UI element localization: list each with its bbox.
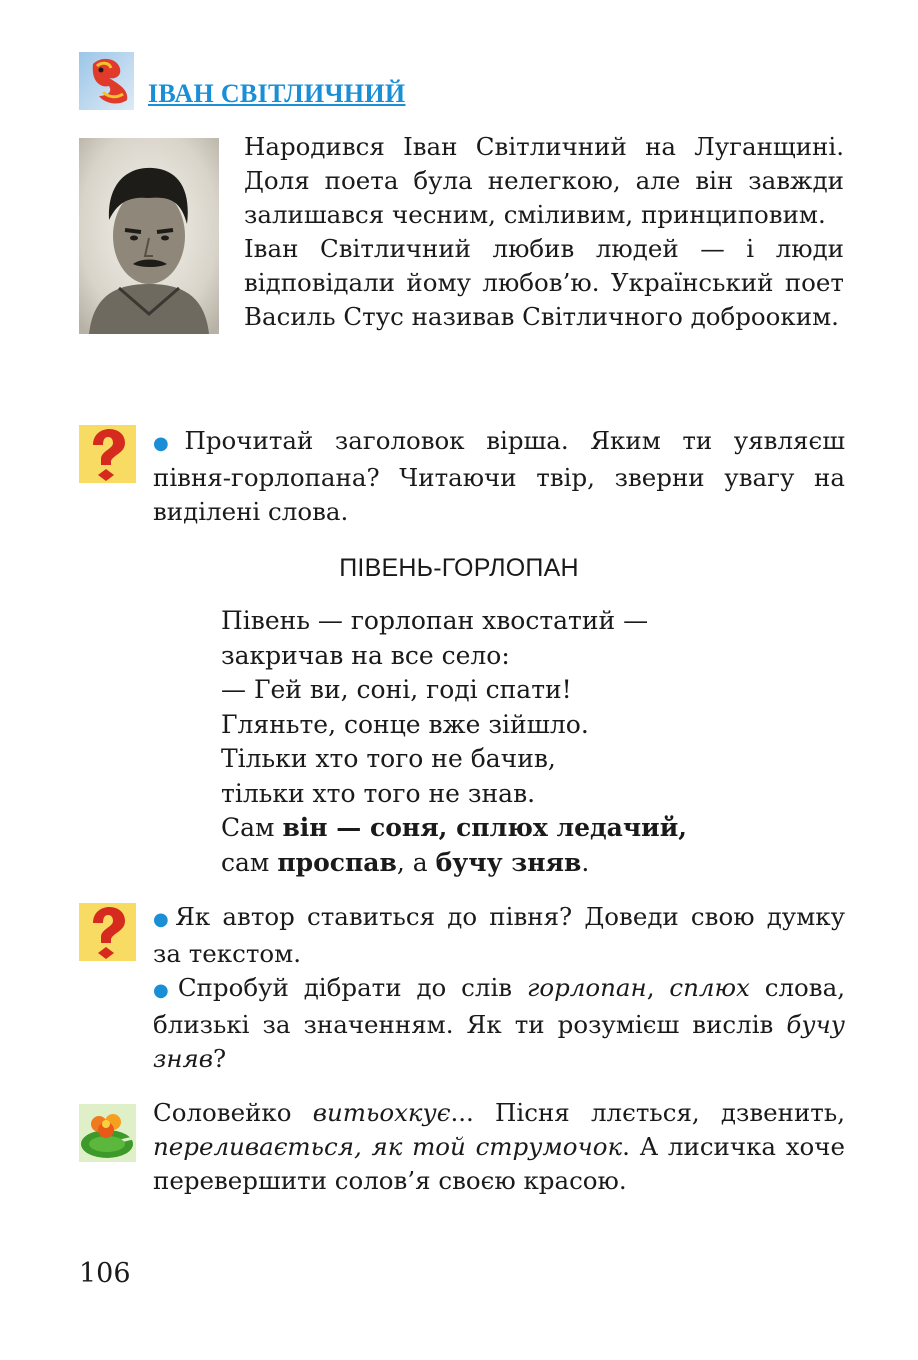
bullet: ●: [153, 980, 176, 1001]
author-title[interactable]: ІВАН СВІТЛИЧНИЙ: [148, 79, 406, 108]
question-text: Як автор ставиться до півня? Доведи свою думку за текстом.: [153, 902, 846, 968]
poem-line: — Гей ви, соні, годі спати!: [221, 675, 572, 704]
italic-phrase: бучу зняв: [153, 1010, 845, 1073]
note-part: . А лисичка хоче перевершити солов’я своєю красою.: [153, 1132, 845, 1195]
note-part: Соловейко: [153, 1098, 313, 1127]
poem-title: ПІВЕНЬ-ГОРЛОПАН: [339, 554, 579, 582]
italic-phrase: переливається, як той струмочок: [153, 1132, 623, 1161]
poem-line: [221, 811, 687, 846]
water-lily-icon: [79, 1104, 136, 1162]
question-block-1: [153, 424, 845, 529]
poem-bold-text: він — соня, сплюх ледачий,: [282, 813, 687, 842]
question-item-2: [153, 971, 845, 1076]
bio-paragraph-1: Народився Іван Світличний на Луганщині. Доля поета була нелегкою, але він завжди залишався чесним, сміливим, принциповим.: [244, 132, 844, 229]
question-text: Прочитай заголовок вірша. Яким ти уявляєш півня-горлопана? Читаючи твір, зверни увагу на виділені слова.: [153, 426, 845, 526]
poem-body: [221, 604, 687, 880]
poem-line: [221, 846, 687, 881]
author-portrait: [79, 138, 219, 334]
question-mark-icon: [79, 903, 136, 961]
rooster-icon: [79, 52, 134, 110]
note-part: ... Пісня ллється, дзвенить,: [450, 1098, 845, 1127]
poem-text: сам: [221, 847, 278, 877]
question-item-1: [153, 900, 845, 971]
poem-line: закричав на все село:: [221, 640, 510, 670]
italic-word: витьохкує: [312, 1098, 451, 1127]
author-biography: [244, 130, 844, 334]
poem-text: , а: [396, 847, 436, 877]
italic-word: горлопан: [526, 973, 647, 1002]
poem-line: Гляньте, сонце вже зійшло.: [221, 709, 589, 739]
question-text: ?: [212, 1044, 227, 1073]
poem-bold-text: проспав: [277, 847, 397, 877]
bio-paragraph-2: Іван Світличний любив людей — і люди відповідали йому любов’ю. Український поет Василь Стус називав Світличного доброоким.: [244, 234, 844, 331]
question-block-2: [153, 900, 845, 1076]
question-text: Спробуй дібрати до слів: [177, 973, 527, 1002]
poem-bold-text: бучу зняв: [435, 847, 582, 877]
poem-text: .: [581, 847, 590, 877]
poem-line: Півень — горлопан хвостатий —: [221, 606, 649, 635]
note-text: [153, 1096, 845, 1198]
question-mark-icon: [79, 425, 136, 483]
bullet: ●: [153, 909, 174, 930]
bullet: ●: [153, 433, 183, 454]
poem-text: Сам: [221, 813, 283, 842]
poem-line: тільки хто того не знав.: [221, 778, 536, 808]
question-text: ,: [646, 973, 670, 1002]
poem-line: Тільки хто того не бачив,: [221, 744, 556, 773]
italic-word: сплюх: [669, 973, 750, 1002]
question-text: слова, близькі за значенням. Як ти розумієш вислів: [153, 973, 845, 1039]
page-number: 106: [79, 1258, 131, 1289]
